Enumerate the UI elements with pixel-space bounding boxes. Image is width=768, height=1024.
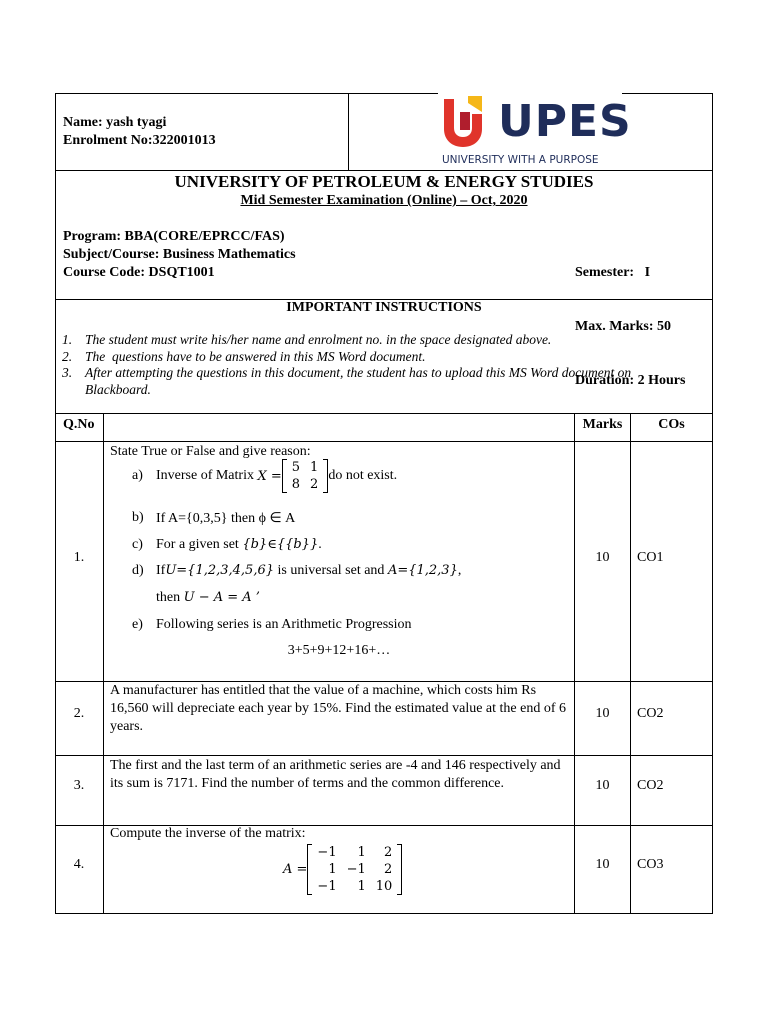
q1-part-b: b) If A={0,3,5} then ϕ ∈ A: [132, 510, 296, 526]
max-marks: Max. Marks: 50: [575, 319, 672, 334]
q2-number: 2.: [73, 706, 85, 721]
q4-matrix-expression: A = −1 1 2 1 −1 2 −1 1 10: [283, 844, 402, 895]
header-marks: Marks: [582, 417, 623, 432]
instruction-item: 1. The student must write his/her name and enrolment no. in the space designated above.: [62, 332, 552, 347]
q1-number: 1.: [73, 550, 85, 565]
q1-intro: State True or False and give reason:: [110, 444, 311, 459]
q2-co: CO2: [637, 706, 664, 721]
q1-part-d-line2: then U − A = A ’: [156, 590, 260, 605]
q3-text: The first and the last term of an arithmetic series are -4 and 146 respectively and its sum is 7171. Find the number of terms and the common difference.: [110, 758, 561, 791]
q1-matrix: 5 1 8 2: [282, 459, 329, 493]
q2-marks: 10: [595, 706, 610, 721]
semester: Semester: I: [575, 265, 651, 280]
logo-tagline: UNIVERSITY WITH A PURPOSE: [442, 154, 599, 166]
program: Program: BBA(CORE/EPRCC/FAS): [63, 229, 285, 244]
q1-co: CO1: [637, 550, 664, 565]
q4-marks: 10: [595, 857, 610, 872]
q1-series: 3+5+9+12+16+…: [287, 643, 391, 658]
q2-text: A manufacturer has entitled that the value of a machine, which costs him Rs 16,560 will depreciate each year by 15%. Find the estimated value at the end of 6 years.: [110, 683, 567, 734]
q3-marks: 10: [595, 778, 610, 793]
upes-logo: [438, 92, 632, 170]
student-name: Name: yash tyagi: [63, 115, 167, 130]
instructions-title: IMPORTANT INSTRUCTIONS: [286, 300, 482, 315]
q4-number: 4.: [73, 857, 85, 872]
instruction-item: Blackboard.: [85, 381, 151, 397]
q4-intro: Compute the inverse of the matrix:: [110, 826, 306, 841]
subject: Subject/Course: Business Mathematics: [63, 247, 296, 262]
q4-co: CO3: [637, 857, 664, 872]
q1-part-d: d) If U={1,2,3,4,5,6} is universal set and A={1,2,3} ,: [132, 563, 462, 578]
course-info: [63, 228, 296, 282]
instruction-item: 2. The questions have to be answered in this MS Word document.: [62, 348, 426, 364]
q3-co: CO2: [637, 778, 664, 793]
logo-text: UPES: [498, 96, 632, 147]
q3-number: 3.: [73, 778, 85, 793]
duration: Duration: 2 Hours: [575, 373, 686, 388]
instructions-list: [62, 332, 702, 398]
instruction-item: 3. After attempting the questions in this document, the student has to upload this MS Word document on: [62, 365, 632, 380]
q1-marks: 10: [595, 550, 610, 565]
header-qno: Q.No: [63, 417, 95, 432]
q4-matrix: −1 1 2 1 −1 2 −1 1 10: [307, 844, 402, 895]
q1-part-e: e) Following series is an Arithmetic Progression: [132, 617, 412, 632]
exam-title: Mid Semester Examination (Online) – Oct, 2020: [240, 193, 528, 208]
enrolment-number: Enrolment No:322001013: [63, 133, 216, 148]
q1-part-a: a) Inverse of Matrix X = 5 1 8 2 do not exist.: [132, 460, 398, 492]
q1-part-c: c) For a given set {b}∈{{b}} .: [132, 537, 322, 552]
header-cos: COs: [658, 417, 685, 432]
course-code: Course Code: DSQT1001: [63, 265, 215, 280]
university-title: UNIVERSITY OF PETROLEUM & ENERGY STUDIES: [174, 172, 594, 191]
